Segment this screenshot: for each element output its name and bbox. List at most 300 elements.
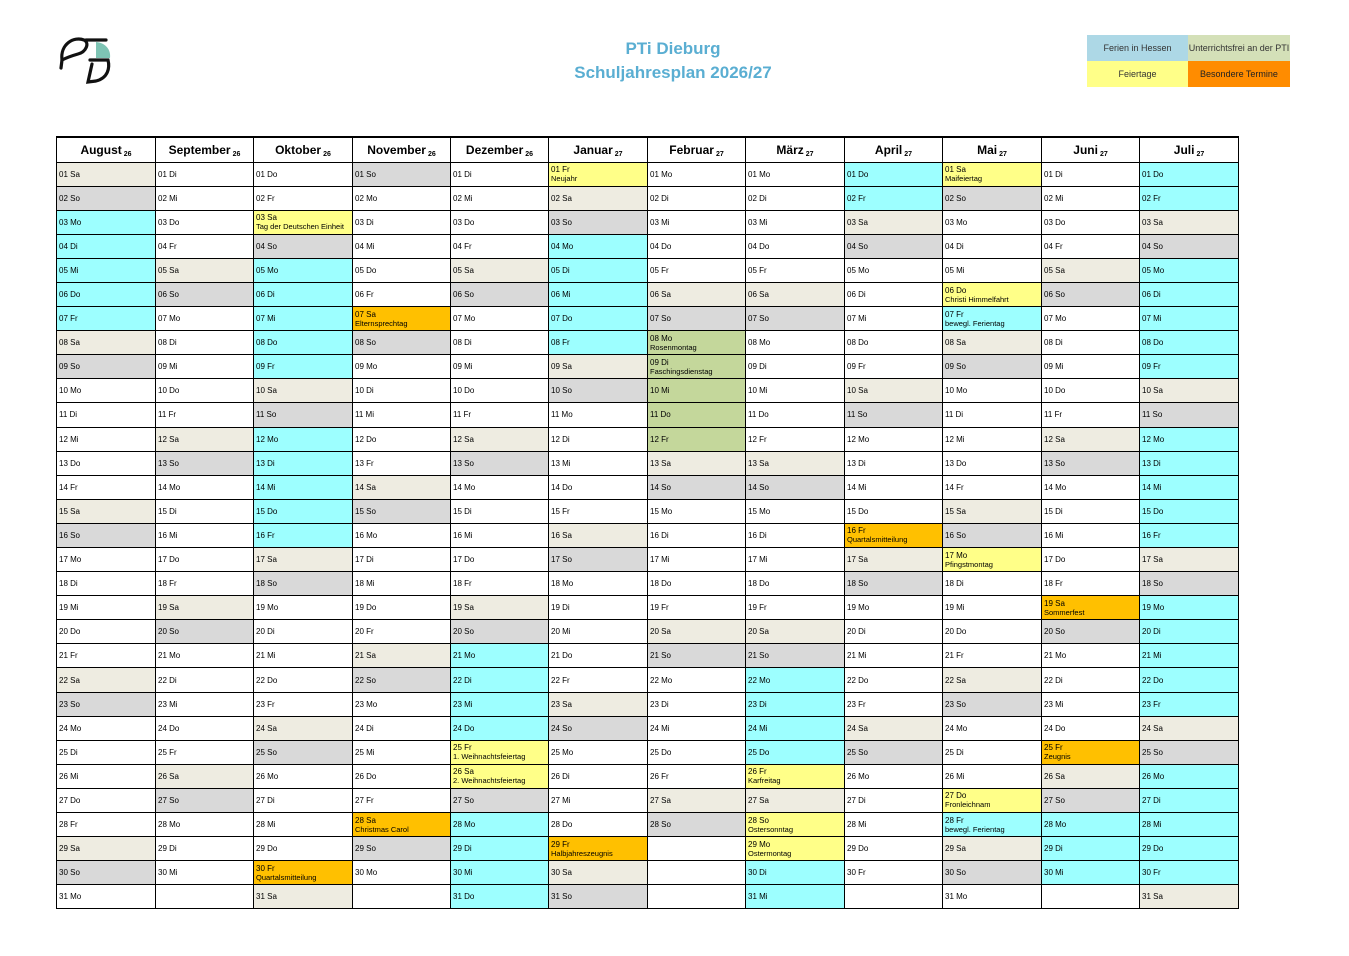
day-cell (156, 813, 254, 837)
day-label: 11 Do (650, 410, 671, 420)
day-cell (1140, 716, 1239, 740)
day-cell (746, 475, 845, 499)
day-cell (353, 162, 451, 186)
day-cell (648, 596, 746, 620)
day-cell (1140, 379, 1239, 403)
day-cell (845, 258, 943, 282)
month-name: April (874, 142, 903, 157)
day-label: 01 Do (847, 169, 869, 179)
day-label: 09 Mi (453, 362, 473, 372)
day-cell (648, 861, 746, 885)
day-label: 16 Mi (1044, 530, 1064, 540)
day-label: 16 Mo (355, 530, 378, 540)
day-label: 15 So (355, 506, 376, 516)
day-label: 08 Do (256, 338, 278, 348)
day-cell (57, 692, 156, 716)
day-cell (1140, 210, 1239, 234)
day-cell (943, 788, 1042, 812)
day-cell (1140, 764, 1239, 788)
day-cell (1140, 162, 1239, 186)
day-label: 29 Sa (945, 844, 966, 854)
day-cell (353, 427, 451, 451)
table-row (57, 451, 1239, 475)
day-label: 27 So (453, 795, 474, 805)
day-label: 11 Fr (158, 410, 177, 420)
day-cell (1042, 572, 1140, 596)
day-cell (353, 668, 451, 692)
day-label: 15 Di (158, 506, 177, 516)
day-label: 25 Di (945, 747, 964, 757)
day-note: Karfreitag (748, 776, 781, 786)
day-label: 22 Do (847, 675, 869, 685)
day-label: 19 Fr (748, 603, 767, 613)
day-label: 06 Fr (355, 290, 374, 300)
day-note: bewegl. Ferientag (945, 318, 1005, 328)
day-cell (845, 548, 943, 572)
day-label: 20 Di (1142, 627, 1161, 637)
table-row (57, 788, 1239, 812)
day-cell (156, 210, 254, 234)
day-cell (648, 837, 746, 861)
day-label: 14 Do (551, 482, 573, 492)
day-note: Faschingsdienstag (650, 366, 713, 376)
day-label: 30 So (59, 868, 80, 878)
table-row (57, 740, 1239, 764)
day-label: 19 Mo (1142, 603, 1165, 613)
month-header-5 (451, 137, 549, 162)
day-label: 04 Fr (158, 241, 177, 251)
day-cell (943, 162, 1042, 186)
day-label: 28 So (748, 815, 769, 825)
day-cell (845, 692, 943, 716)
day-cell (57, 475, 156, 499)
day-cell (1140, 475, 1239, 499)
day-label: 09 Fr (256, 362, 275, 372)
day-cell (156, 451, 254, 475)
day-label: 27 Do (945, 791, 967, 801)
day-label: 14 Mo (1044, 482, 1067, 492)
day-note: Tag der Deutschen Einheit (256, 222, 344, 232)
day-label: 18 So (847, 579, 868, 589)
day-label: 10 Do (158, 386, 180, 396)
day-label: 06 Mi (551, 290, 571, 300)
day-label: 29 Di (158, 844, 177, 854)
day-cell (353, 282, 451, 306)
day-cell (648, 740, 746, 764)
day-label: 12 Mi (945, 434, 965, 444)
day-cell (254, 548, 353, 572)
day-label: 11 Fr (1044, 410, 1063, 420)
day-label: 06 Sa (650, 290, 671, 300)
page-title: PTi Dieburg (625, 39, 721, 58)
day-label: 01 Do (256, 169, 278, 179)
day-cell (57, 837, 156, 861)
day-note: Pfingstmontag (945, 559, 993, 569)
day-cell (549, 307, 648, 331)
day-cell (451, 162, 549, 186)
day-cell (845, 644, 943, 668)
day-label: 10 Do (1044, 386, 1066, 396)
day-label: 12 Do (355, 434, 377, 444)
day-label: 17 Mo (945, 550, 968, 560)
day-label: 18 So (1142, 579, 1163, 589)
day-label: 23 Mo (355, 699, 378, 709)
day-label: 08 Di (158, 338, 177, 348)
day-cell (57, 740, 156, 764)
day-cell (845, 837, 943, 861)
day-cell (549, 740, 648, 764)
day-cell (549, 885, 648, 909)
day-label: 06 Di (1142, 290, 1161, 300)
day-cell (845, 475, 943, 499)
day-label: 29 Do (256, 844, 278, 854)
day-label: 17 Sa (847, 555, 868, 565)
day-cell (353, 837, 451, 861)
day-cell (254, 403, 353, 427)
day-cell (943, 210, 1042, 234)
day-cell (353, 692, 451, 716)
day-label: 23 Mi (453, 699, 473, 709)
day-label: 03 Mi (650, 217, 670, 227)
day-cell (451, 572, 549, 596)
day-cell (746, 234, 845, 258)
day-cell (57, 861, 156, 885)
day-label: 26 Fr (650, 771, 669, 781)
day-cell (57, 813, 156, 837)
day-label: 05 Fr (748, 265, 767, 275)
day-label: 13 Di (256, 458, 275, 468)
day-label: 05 Mo (1142, 265, 1165, 275)
day-cell (451, 716, 549, 740)
day-label: 18 So (256, 579, 277, 589)
day-cell (254, 427, 353, 451)
day-label: 24 Do (158, 723, 180, 733)
day-label: 03 So (551, 217, 572, 227)
day-label: 28 Mo (1044, 820, 1067, 830)
day-label: 21 Mo (158, 651, 181, 661)
day-label: 15 Do (256, 506, 278, 516)
day-label: 07 Do (551, 314, 573, 324)
day-cell (1042, 162, 1140, 186)
day-label: 03 Di (355, 217, 374, 227)
day-cell (1042, 403, 1140, 427)
day-label: 22 Fr (551, 675, 570, 685)
day-label: 30 Fr (256, 863, 275, 873)
day-label: 27 Di (1142, 795, 1161, 805)
day-label: 03 Do (1044, 217, 1066, 227)
day-cell (943, 668, 1042, 692)
day-label: 19 Fr (650, 603, 669, 613)
day-label: 29 Fr (551, 839, 570, 849)
day-cell (254, 523, 353, 547)
day-label: 06 Do (59, 290, 81, 300)
day-label: 03 Mo (945, 217, 968, 227)
day-label: 17 Mi (650, 555, 670, 565)
day-label: 06 Di (847, 290, 866, 300)
day-cell (451, 813, 549, 837)
day-label: 19 Mi (945, 603, 965, 613)
table-row (57, 162, 1239, 186)
day-cell (156, 523, 254, 547)
legend-unterrichtsfrei: Unterrichtsfrei an der PTI (1188, 35, 1290, 61)
day-label: 19 Mi (59, 603, 79, 613)
day-label: 30 Fr (1142, 868, 1161, 878)
day-cell (1042, 186, 1140, 210)
day-cell (845, 788, 943, 812)
day-cell (451, 210, 549, 234)
month-year: 26 (525, 150, 534, 158)
day-label: 05 Sa (1044, 265, 1065, 275)
day-cell (156, 788, 254, 812)
day-cell (254, 331, 353, 355)
day-cell (451, 355, 549, 379)
day-label: 04 So (1142, 241, 1163, 251)
day-cell (254, 813, 353, 837)
day-label: 28 Mi (847, 820, 867, 830)
month-name: Juni (1073, 142, 1098, 157)
table-row (57, 475, 1239, 499)
day-cell (746, 523, 845, 547)
day-label: 30 Fr (847, 868, 866, 878)
day-label: 11 Do (748, 410, 769, 420)
day-label: 12 Sa (1044, 434, 1065, 444)
day-cell (156, 548, 254, 572)
day-cell (549, 692, 648, 716)
day-label: 31 Do (453, 892, 475, 902)
day-cell (845, 307, 943, 331)
day-label: 22 Di (158, 675, 177, 685)
day-label: 02 Mi (453, 193, 473, 203)
day-cell (1042, 331, 1140, 355)
day-label: 21 Mi (256, 651, 276, 661)
day-label: 19 Do (355, 603, 377, 613)
day-label: 16 Mi (453, 530, 473, 540)
day-label: 23 Fr (1142, 699, 1161, 709)
day-cell (156, 740, 254, 764)
day-cell (1140, 572, 1239, 596)
day-label: 09 Mi (158, 362, 178, 372)
day-note: Quartalsmitteilung (256, 872, 317, 882)
month-name: Juli (1173, 142, 1195, 157)
day-cell (648, 427, 746, 451)
day-label: 31 Sa (256, 892, 277, 902)
day-label: 04 Mo (551, 241, 574, 251)
day-label: 25 So (847, 747, 868, 757)
day-label: 23 So (59, 699, 80, 709)
day-label: 14 Mi (1142, 482, 1162, 492)
day-label: 16 Mi (158, 530, 178, 540)
day-label: 16 Fr (256, 530, 275, 540)
table-row (57, 403, 1239, 427)
day-label: 03 Sa (1142, 217, 1163, 227)
day-cell (451, 740, 549, 764)
day-cell (57, 403, 156, 427)
day-cell (451, 548, 549, 572)
day-label: 14 Mi (256, 482, 276, 492)
day-label: 04 Di (59, 241, 78, 251)
day-cell (648, 331, 746, 355)
day-cell (943, 523, 1042, 547)
day-label: 03 Mi (748, 217, 768, 227)
day-label: 26 Sa (158, 771, 179, 781)
day-label: 04 Do (650, 241, 672, 251)
day-label: 05 Mi (59, 265, 79, 275)
day-cell (57, 355, 156, 379)
day-label: 03 Mo (59, 217, 82, 227)
day-label: 10 So (551, 386, 572, 396)
day-cell (845, 885, 943, 909)
day-label: 15 Mo (650, 506, 673, 516)
month-header-10 (943, 137, 1042, 162)
day-label: 16 So (59, 530, 80, 540)
day-label: 13 So (1044, 458, 1065, 468)
day-cell (549, 475, 648, 499)
day-cell (746, 813, 845, 837)
day-cell (353, 355, 451, 379)
day-cell (943, 355, 1042, 379)
day-cell (746, 861, 845, 885)
month-name: Februar (669, 142, 714, 157)
day-cell (254, 499, 353, 523)
day-cell (156, 572, 254, 596)
month-name: Januar (573, 142, 613, 157)
day-cell (549, 764, 648, 788)
page-subtitle: Schuljahresplan 2026/27 (574, 63, 772, 82)
day-cell (156, 861, 254, 885)
day-cell (353, 861, 451, 885)
month-name: November (367, 142, 426, 157)
day-cell (1042, 788, 1140, 812)
day-label: 21 So (748, 651, 769, 661)
day-cell (254, 885, 353, 909)
day-cell (549, 162, 648, 186)
day-cell (845, 523, 943, 547)
month-year: 26 (323, 150, 331, 158)
day-cell (746, 668, 845, 692)
day-cell (943, 234, 1042, 258)
day-label: 20 So (158, 627, 179, 637)
day-cell (254, 186, 353, 210)
day-cell (549, 331, 648, 355)
day-label: 28 So (650, 820, 671, 830)
day-cell (254, 451, 353, 475)
day-label: 21 Mo (453, 651, 476, 661)
day-label: 30 Sa (551, 868, 572, 878)
day-note: Sommerfest (1044, 607, 1085, 617)
day-note: Christmas Carol (355, 824, 409, 834)
day-cell (746, 548, 845, 572)
month-year: 26 (232, 150, 241, 158)
day-cell (549, 620, 648, 644)
day-cell (57, 668, 156, 692)
day-cell (156, 258, 254, 282)
day-cell (648, 186, 746, 210)
day-cell (845, 740, 943, 764)
day-cell (549, 355, 648, 379)
day-cell (1042, 499, 1140, 523)
month-header-8 (746, 137, 845, 162)
day-cell (1140, 668, 1239, 692)
day-cell (549, 379, 648, 403)
day-cell (1042, 764, 1140, 788)
day-cell (1042, 548, 1140, 572)
day-cell (549, 644, 648, 668)
day-cell (1042, 716, 1140, 740)
day-cell (353, 499, 451, 523)
day-label: 20 Sa (748, 627, 769, 637)
table-row (57, 548, 1239, 572)
day-cell (1140, 788, 1239, 812)
day-cell (57, 788, 156, 812)
day-label: 11 So (1142, 410, 1163, 420)
month-year: 27 (999, 150, 1007, 158)
day-cell (648, 523, 746, 547)
day-label: 12 Mi (59, 434, 79, 444)
day-cell (943, 885, 1042, 909)
day-label: 09 Di (748, 362, 767, 372)
day-cell (1140, 307, 1239, 331)
day-cell (746, 764, 845, 788)
day-label: 28 Sa (355, 815, 376, 825)
day-cell (156, 596, 254, 620)
day-cell (648, 403, 746, 427)
day-label: 05 Sa (158, 265, 179, 275)
day-label: 17 Sa (256, 555, 277, 565)
day-label: 23 Di (650, 699, 669, 709)
day-cell (549, 523, 648, 547)
day-cell (1140, 523, 1239, 547)
day-label: 15 Di (453, 506, 472, 516)
day-cell (549, 403, 648, 427)
day-cell (254, 258, 353, 282)
day-cell (451, 307, 549, 331)
day-label: 20 Fr (355, 627, 374, 637)
day-cell (845, 861, 943, 885)
day-label: 08 Mo (748, 338, 771, 348)
month-header-row (57, 137, 1239, 162)
day-cell (943, 282, 1042, 306)
day-label: 29 Do (847, 844, 869, 854)
day-cell (746, 740, 845, 764)
day-label: 30 Mi (453, 868, 473, 878)
day-cell (943, 451, 1042, 475)
day-label: 02 Di (748, 193, 767, 203)
day-cell (451, 234, 549, 258)
day-cell (746, 572, 845, 596)
day-cell (746, 282, 845, 306)
day-cell (57, 764, 156, 788)
day-cell (1042, 837, 1140, 861)
day-cell (845, 668, 943, 692)
day-label: 02 Mi (1044, 193, 1064, 203)
day-cell (943, 764, 1042, 788)
table-row (57, 523, 1239, 547)
day-cell (648, 282, 746, 306)
day-label: 28 Do (551, 820, 573, 830)
day-label: 20 Di (847, 627, 866, 637)
day-label: 14 Fr (59, 482, 78, 492)
day-label: 29 Mo (748, 839, 771, 849)
day-cell (746, 403, 845, 427)
month-year: 26 (123, 150, 132, 158)
day-cell (353, 379, 451, 403)
day-label: 13 So (453, 458, 474, 468)
day-label: 10 Mo (945, 386, 968, 396)
day-cell (648, 234, 746, 258)
day-label: 30 Mi (158, 868, 178, 878)
day-label: 08 Fr (551, 338, 570, 348)
day-cell (156, 355, 254, 379)
